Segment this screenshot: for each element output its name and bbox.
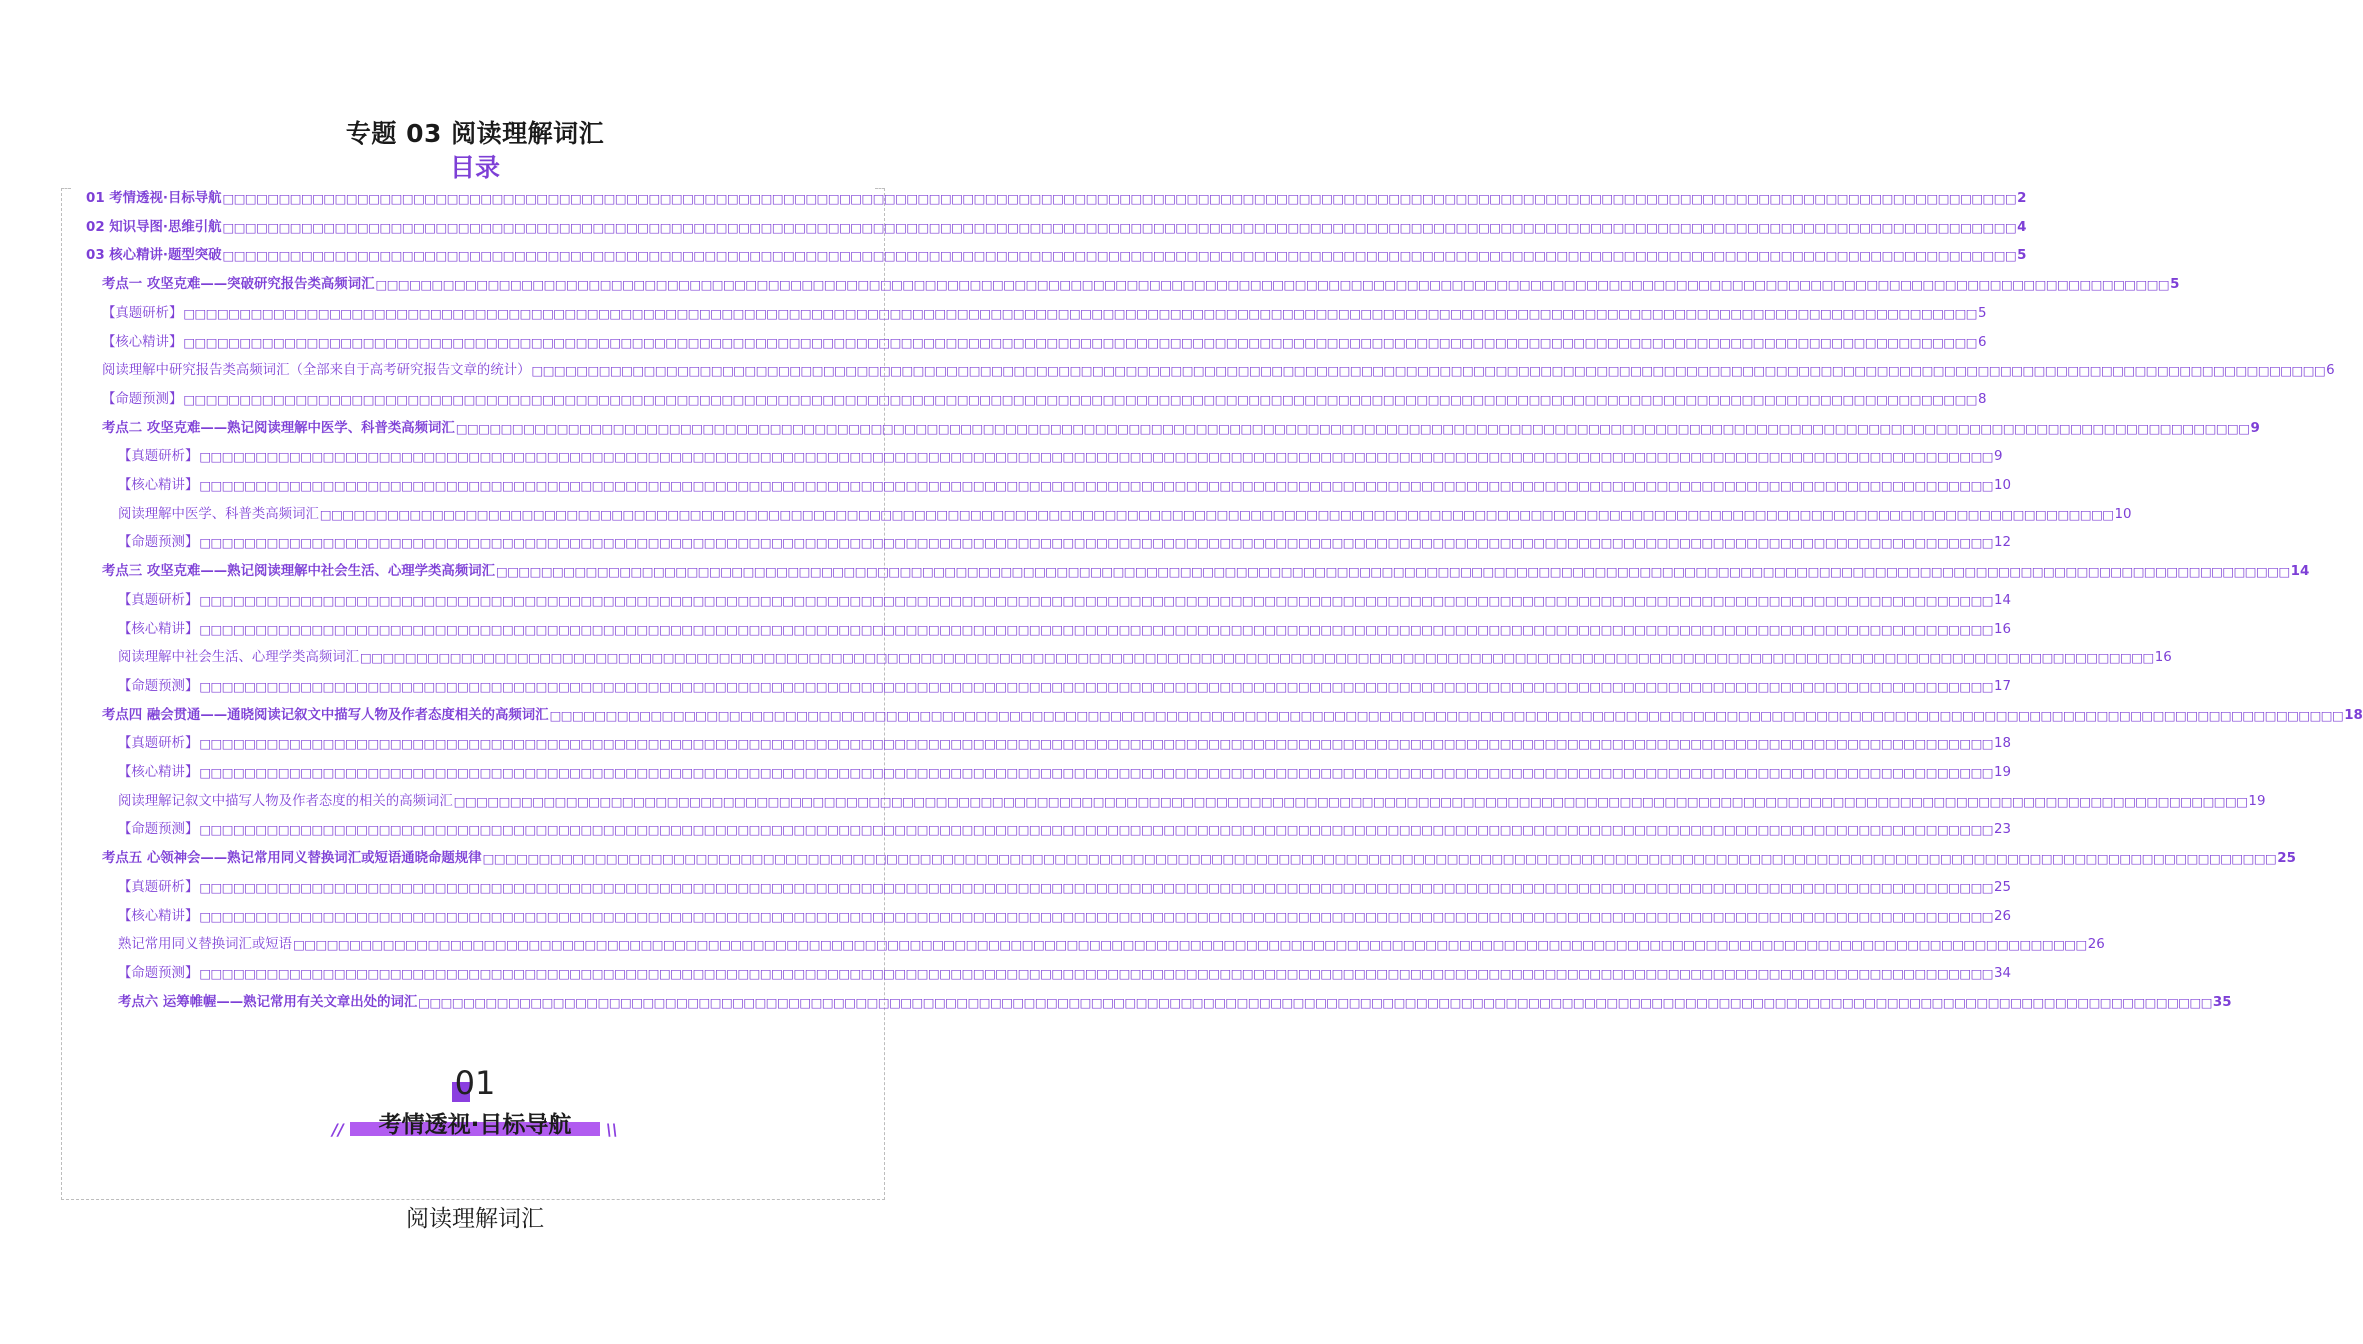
toc-entry-label: 【核心精讲】 xyxy=(118,621,199,637)
toc-entry[interactable] xyxy=(118,444,2003,470)
toc-leader-dots: □□□□□□□□□□□□□□□□□□□□□□□□□□□□□□□□□□□□□□□□□□□□□□□□□□□□□□□□□□□□□□□□□□□□□□□□□□□□□□□□□□□□□□□□□□□□□□□□□□□□□□□□□□□□□□□□□□□□□□□□□□□□□□□□□□□□□□□□□□□□□□□□□□□□□□□□□□□□□□□□ xyxy=(199,908,1993,924)
frame-corner-left xyxy=(61,188,71,189)
toc-leader-dots: □□□□□□□□□□□□□□□□□□□□□□□□□□□□□□□□□□□□□□□□□□□□□□□□□□□□□□□□□□□□□□□□□□□□□□□□□□□□□□□□□□□□□□□□□□□□□□□□□□□□□□□□□□□□□□□□□□□□□□□□□□□□□□□□□□□□□□□□□□□□□□□□□□□□□□□□□□□□□□□□ xyxy=(183,305,1977,321)
toc-entry[interactable] xyxy=(118,502,2132,528)
toc-leader-dots: □□□□□□□□□□□□□□□□□□□□□□□□□□□□□□□□□□□□□□□□□□□□□□□□□□□□□□□□□□□□□□□□□□□□□□□□□□□□□□□□□□□□□□□□□□□□□□□□□□□□□□□□□□□□□□□□□□□□□□□□□□□□□□□□□□□□□□□□□□□□□□□□□□□□□□□□□□□□□□□□ xyxy=(199,449,1993,465)
toc-entry[interactable] xyxy=(118,904,2012,930)
toc-entry-page: 2 xyxy=(2017,191,2027,206)
toc-entry[interactable] xyxy=(102,330,1987,356)
toc-leader-dots: □□□□□□□□□□□□□□□□□□□□□□□□□□□□□□□□□□□□□□□□□□□□□□□□□□□□□□□□□□□□□□□□□□□□□□□□□□□□□□□□□□□□□□□□□□□□□□□□□□□□□□□□□□□□□□□□□□□□□□□□□□□□□□□□□□□□□□□□□□□□□□□□□□□□□□□□□□□□□□□□ xyxy=(222,191,2017,206)
toc-entry-label: 【核心精讲】 xyxy=(118,765,199,780)
toc-entry-page: 14 xyxy=(1994,592,2012,608)
toc-leader-dots: □□□□□□□□□□□□□□□□□□□□□□□□□□□□□□□□□□□□□□□□□□□□□□□□□□□□□□□□□□□□□□□□□□□□□□□□□□□□□□□□□□□□□□□□□□□□□□□□□□□□□□□□□□□□□□□□□□□□□□□□□□□□□□□□□□□□□□□□□□□□□□□□□□□□□□□□□□□□□□□□ xyxy=(319,506,2114,522)
toc-entry-label: 【真题研析】 xyxy=(118,736,199,752)
toc-leader-dots: □□□□□□□□□□□□□□□□□□□□□□□□□□□□□□□□□□□□□□□□□□□□□□□□□□□□□□□□□□□□□□□□□□□□□□□□□□□□□□□□□□□□□□□□□□□□□□□□□□□□□□□□□□□□□□□□□□□□□□□□□□□□□□□□□□□□□□□□□□□□□□□□□□□□□□□□□□□□□□□□ xyxy=(199,478,1993,493)
toc-entry-label: 阅读理解记叙文中描写人物及作者态度的相关的高频词汇 xyxy=(118,793,453,809)
toc-leader-dots: □□□□□□□□□□□□□□□□□□□□□□□□□□□□□□□□□□□□□□□□□□□□□□□□□□□□□□□□□□□□□□□□□□□□□□□□□□□□□□□□□□□□□□□□□□□□□□□□□□□□□□□□□□□□□□□□□□□□□□□□□□□□□□□□□□□□□□□□□□□□□□□□□□□□□□□□□□□□□□□□ xyxy=(183,391,1977,407)
toc-entry[interactable] xyxy=(102,703,2363,729)
toc-leader-dots: □□□□□□□□□□□□□□□□□□□□□□□□□□□□□□□□□□□□□□□□□□□□□□□□□□□□□□□□□□□□□□□□□□□□□□□□□□□□□□□□□□□□□□□□□□□□□□□□□□□□□□□□□□□□□□□□□□□□□□□□□□□□□□□□□□□□□□□□□□□□□□□□□□□□□□□□□□□□□□□□ xyxy=(482,851,2277,867)
toc-entry-page: 18 xyxy=(2344,707,2363,723)
toc-entry[interactable] xyxy=(118,789,2266,815)
toc-entry-page: 19 xyxy=(1994,765,2012,780)
toc-entry[interactable] xyxy=(86,186,2027,212)
toc-leader-dots: □□□□□□□□□□□□□□□□□□□□□□□□□□□□□□□□□□□□□□□□□□□□□□□□□□□□□□□□□□□□□□□□□□□□□□□□□□□□□□□□□□□□□□□□□□□□□□□□□□□□□□□□□□□□□□□□□□□□□□□□□□□□□□□□□□□□□□□□□□□□□□□□□□□□□□□□□□□□□□□□ xyxy=(199,965,1993,981)
toc-entry-page: 25 xyxy=(2277,851,2296,867)
toc-entry-page: 19 xyxy=(2248,793,2266,809)
toc-entry[interactable] xyxy=(102,272,2180,298)
toc-entry[interactable] xyxy=(118,530,2012,556)
toc-entry[interactable] xyxy=(118,731,2012,757)
toc-entry-page: 6 xyxy=(2326,363,2335,379)
toc-entry[interactable] xyxy=(102,301,1987,327)
toc-entry-page: 5 xyxy=(2017,248,2027,264)
toc-leader-dots: □□□□□□□□□□□□□□□□□□□□□□□□□□□□□□□□□□□□□□□□□□□□□□□□□□□□□□□□□□□□□□□□□□□□□□□□□□□□□□□□□□□□□□□□□□□□□□□□□□□□□□□□□□□□□□□□□□□□□□□□□□□□□□□□□□□□□□□□□□□□□□□□□□□□□□□□□□□□□□□□ xyxy=(199,822,1993,838)
toc-entry-label: 阅读理解中社会生活、心理学类高频词汇 xyxy=(118,650,360,666)
toc-entry-label: 【命题预测】 xyxy=(118,535,199,551)
toc-entry-page: 26 xyxy=(1994,908,2012,924)
toc-entry[interactable] xyxy=(86,243,2027,269)
toc-leader-dots: □□□□□□□□□□□□□□□□□□□□□□□□□□□□□□□□□□□□□□□□□□□□□□□□□□□□□□□□□□□□□□□□□□□□□□□□□□□□□□□□□□□□□□□□□□□□□□□□□□□□□□□□□□□□□□□□□□□□□□□□□□□□□□□□□□□□□□□□□□□□□□□□□□□□□□□□□□□□□□□□ xyxy=(199,621,1993,637)
toc-leader-dots: □□□□□□□□□□□□□□□□□□□□□□□□□□□□□□□□□□□□□□□□□□□□□□□□□□□□□□□□□□□□□□□□□□□□□□□□□□□□□□□□□□□□□□□□□□□□□□□□□□□□□□□□□□□□□□□□□□□□□□□□□□□□□□□□□□□□□□□□□□□□□□□□□□□□□□□□□□□□□□□□ xyxy=(531,363,2326,379)
toc-leader-dots: □□□□□□□□□□□□□□□□□□□□□□□□□□□□□□□□□□□□□□□□□□□□□□□□□□□□□□□□□□□□□□□□□□□□□□□□□□□□□□□□□□□□□□□□□□□□□□□□□□□□□□□□□□□□□□□□□□□□□□□□□□□□□□□□□□□□□□□□□□□□□□□□□□□□□□□□□□□□□□□□ xyxy=(222,248,2017,264)
section-number: 01 xyxy=(454,1064,496,1102)
toc-entry-label: 【核心精讲】 xyxy=(118,908,199,924)
toc-entry-label: 02 知识导图·思维引航 xyxy=(86,219,222,235)
toc-entry-page: 9 xyxy=(2250,420,2260,436)
toc-entry-page: 16 xyxy=(2154,650,2172,666)
toc-entry-page: 34 xyxy=(1994,965,2012,981)
toc-entry-label: 【命题预测】 xyxy=(118,965,199,981)
toc-entry-page: 12 xyxy=(1994,535,2012,551)
toc-leader-dots: □□□□□□□□□□□□□□□□□□□□□□□□□□□□□□□□□□□□□□□□□□□□□□□□□□□□□□□□□□□□□□□□□□□□□□□□□□□□□□□□□□□□□□□□□□□□□□□□□□□□□□□□□□□□□□□□□□□□□□□□□□□□□□□□□□□□□□□□□□□□□□□□□□□□□□□□□□□□□□□□ xyxy=(199,879,1993,895)
footer-title: 阅读理解词汇 xyxy=(406,1206,544,1232)
toc-leader-dots: □□□□□□□□□□□□□□□□□□□□□□□□□□□□□□□□□□□□□□□□□□□□□□□□□□□□□□□□□□□□□□□□□□□□□□□□□□□□□□□□□□□□□□□□□□□□□□□□□□□□□□□□□□□□□□□□□□□□□□□□□□□□□□□□□□□□□□□□□□□□□□□□□□□□□□□□□□□□□□□□ xyxy=(199,765,1993,780)
toc-entry-label: 01 考情透视·目标导航 xyxy=(86,191,222,206)
toc-entry[interactable] xyxy=(118,473,2012,499)
toc-heading: 目录 xyxy=(449,153,500,182)
toc-entry[interactable] xyxy=(118,760,2012,786)
toc-leader-dots: □□□□□□□□□□□□□□□□□□□□□□□□□□□□□□□□□□□□□□□□□□□□□□□□□□□□□□□□□□□□□□□□□□□□□□□□□□□□□□□□□□□□□□□□□□□□□□□□□□□□□□□□□□□□□□□□□□□□□□□□□□□□□□□□□□□□□□□□□□□□□□□□□□□□□□□□□□□□□□□□ xyxy=(453,793,2248,809)
toc-entry-label: 考点五 心领神会——熟记常用同义替换词汇或短语通晓命题规律 xyxy=(102,851,482,867)
toc-leader-dots: □□□□□□□□□□□□□□□□□□□□□□□□□□□□□□□□□□□□□□□□□□□□□□□□□□□□□□□□□□□□□□□□□□□□□□□□□□□□□□□□□□□□□□□□□□□□□□□□□□□□□□□□□□□□□□□□□□□□□□□□□□□□□□□□□□□□□□□□□□□□□□□□□□□□□□□□□□□□□□□□ xyxy=(375,277,2170,293)
toc-entry[interactable] xyxy=(86,215,2027,241)
toc-leader-dots: □□□□□□□□□□□□□□□□□□□□□□□□□□□□□□□□□□□□□□□□□□□□□□□□□□□□□□□□□□□□□□□□□□□□□□□□□□□□□□□□□□□□□□□□□□□□□□□□□□□□□□□□□□□□□□□□□□□□□□□□□□□□□□□□□□□□□□□□□□□□□□□□□□□□□□□□□□□□□□□□ xyxy=(199,678,1993,694)
section-banner xyxy=(330,1062,620,1152)
toc-entry-page: 16 xyxy=(1994,621,2012,637)
toc-leader-dots: □□□□□□□□□□□□□□□□□□□□□□□□□□□□□□□□□□□□□□□□□□□□□□□□□□□□□□□□□□□□□□□□□□□□□□□□□□□□□□□□□□□□□□□□□□□□□□□□□□□□□□□□□□□□□□□□□□□□□□□□□□□□□□□□□□□□□□□□□□□□□□□□□□□□□□□□□□□□□□□□ xyxy=(455,420,2250,436)
toc-entry-page: 9 xyxy=(1994,449,2003,465)
toc-entry-page: 10 xyxy=(1994,478,2012,493)
toc-leader-dots: □□□□□□□□□□□□□□□□□□□□□□□□□□□□□□□□□□□□□□□□□□□□□□□□□□□□□□□□□□□□□□□□□□□□□□□□□□□□□□□□□□□□□□□□□□□□□□□□□□□□□□□□□□□□□□□□□□□□□□□□□□□□□□□□□□□□□□□□□□□□□□□□□□□□□□□□□□□□□□□□ xyxy=(199,535,1993,551)
toc-entry-label: 阅读理解中研究报告类高频词汇（全部来自于高考研究报告文章的统计） xyxy=(102,363,531,379)
slash-decoration-left: // xyxy=(332,1120,344,1139)
toc-entry-label: 考点三 攻坚克难——熟记阅读理解中社会生活、心理学类高频词汇 xyxy=(102,564,495,580)
toc-leader-dots: □□□□□□□□□□□□□□□□□□□□□□□□□□□□□□□□□□□□□□□□□□□□□□□□□□□□□□□□□□□□□□□□□□□□□□□□□□□□□□□□□□□□□□□□□□□□□□□□□□□□□□□□□□□□□□□□□□□□□□□□□□□□□□□□□□□□□□□□□□□□□□□□□□□□□□□□□□□□□□□□ xyxy=(418,994,2212,1010)
toc-entry-page: 18 xyxy=(1994,736,2012,752)
toc-entry-page: 5 xyxy=(1978,305,1987,321)
toc-leader-dots: □□□□□□□□□□□□□□□□□□□□□□□□□□□□□□□□□□□□□□□□□□□□□□□□□□□□□□□□□□□□□□□□□□□□□□□□□□□□□□□□□□□□□□□□□□□□□□□□□□□□□□□□□□□□□□□□□□□□□□□□□□□□□□□□□□□□□□□□□□□□□□□□□□□□□□□□□□□□□□□□ xyxy=(549,707,2344,723)
toc-leader-dots: □□□□□□□□□□□□□□□□□□□□□□□□□□□□□□□□□□□□□□□□□□□□□□□□□□□□□□□□□□□□□□□□□□□□□□□□□□□□□□□□□□□□□□□□□□□□□□□□□□□□□□□□□□□□□□□□□□□□□□□□□□□□□□□□□□□□□□□□□□□□□□□□□□□□□□□□□□□□□□□□ xyxy=(496,564,2290,580)
page-title: 专题 03 阅读理解词汇 xyxy=(345,119,605,148)
toc-entry[interactable] xyxy=(118,990,2232,1016)
toc-entry-page: 25 xyxy=(1994,879,2012,895)
slash-decoration-right: \\ xyxy=(606,1120,618,1139)
toc-leader-dots: □□□□□□□□□□□□□□□□□□□□□□□□□□□□□□□□□□□□□□□□□□□□□□□□□□□□□□□□□□□□□□□□□□□□□□□□□□□□□□□□□□□□□□□□□□□□□□□□□□□□□□□□□□□□□□□□□□□□□□□□□□□□□□□□□□□□□□□□□□□□□□□□□□□□□□□□□□□□□□□□ xyxy=(199,592,1993,608)
toc-entry-page: 17 xyxy=(1994,678,2012,694)
toc-entry-page: 35 xyxy=(2212,994,2232,1010)
toc-entry-label: 阅读理解中医学、科普类高频词汇 xyxy=(118,506,319,522)
toc-entry[interactable] xyxy=(102,846,2296,872)
toc-entry[interactable] xyxy=(102,358,2335,384)
toc-entry-label: 熟记常用同义替换词汇或短语 xyxy=(118,937,293,953)
toc-entry[interactable] xyxy=(102,416,2260,442)
toc-entry[interactable] xyxy=(118,645,2172,671)
toc-entry-label: 【真题研析】 xyxy=(118,592,199,608)
toc-leader-dots: □□□□□□□□□□□□□□□□□□□□□□□□□□□□□□□□□□□□□□□□□□□□□□□□□□□□□□□□□□□□□□□□□□□□□□□□□□□□□□□□□□□□□□□□□□□□□□□□□□□□□□□□□□□□□□□□□□□□□□□□□□□□□□□□□□□□□□□□□□□□□□□□□□□□□□□□□□□□□□□□ xyxy=(183,334,1977,350)
toc-entry-label: 【核心精讲】 xyxy=(102,334,183,350)
toc-entry[interactable] xyxy=(118,961,2012,987)
toc-entry[interactable] xyxy=(118,617,2012,643)
toc-entry-label: 【核心精讲】 xyxy=(118,478,199,493)
toc-entry[interactable] xyxy=(118,588,2012,614)
toc-entry-label: 考点二 攻坚克难——熟记阅读理解中医学、科普类高频词汇 xyxy=(102,420,455,436)
section-title: 考情透视·目标导航 xyxy=(378,1112,572,1138)
toc-entry-label: 【真题研析】 xyxy=(102,305,183,321)
toc-entry-page: 23 xyxy=(1994,822,2012,838)
toc-entry[interactable] xyxy=(118,875,2012,901)
toc-leader-dots: □□□□□□□□□□□□□□□□□□□□□□□□□□□□□□□□□□□□□□□□□□□□□□□□□□□□□□□□□□□□□□□□□□□□□□□□□□□□□□□□□□□□□□□□□□□□□□□□□□□□□□□□□□□□□□□□□□□□□□□□□□□□□□□□□□□□□□□□□□□□□□□□□□□□□□□□□□□□□□□□ xyxy=(293,937,2087,953)
toc-entry-label: 03 核心精讲·题型突破 xyxy=(86,248,222,264)
toc-entry[interactable] xyxy=(102,387,1987,413)
toc-entry-label: 【真题研析】 xyxy=(118,449,199,465)
toc-entry-page: 4 xyxy=(2017,219,2027,235)
toc-entry-label: 【命题预测】 xyxy=(118,678,199,694)
toc-entry-label: 考点一 攻坚克难——突破研究报告类高频词汇 xyxy=(102,277,375,293)
toc-entry-label: 考点六 运筹帷幄——熟记常用有关文章出处的词汇 xyxy=(118,994,418,1010)
toc-entry-label: 【命题预测】 xyxy=(102,391,183,407)
toc-entry-page: 10 xyxy=(2114,506,2132,522)
toc-entry-page: 5 xyxy=(2170,277,2180,293)
toc-leader-dots: □□□□□□□□□□□□□□□□□□□□□□□□□□□□□□□□□□□□□□□□□□□□□□□□□□□□□□□□□□□□□□□□□□□□□□□□□□□□□□□□□□□□□□□□□□□□□□□□□□□□□□□□□□□□□□□□□□□□□□□□□□□□□□□□□□□□□□□□□□□□□□□□□□□□□□□□□□□□□□□□ xyxy=(199,736,1993,752)
toc-leader-dots: □□□□□□□□□□□□□□□□□□□□□□□□□□□□□□□□□□□□□□□□□□□□□□□□□□□□□□□□□□□□□□□□□□□□□□□□□□□□□□□□□□□□□□□□□□□□□□□□□□□□□□□□□□□□□□□□□□□□□□□□□□□□□□□□□□□□□□□□□□□□□□□□□□□□□□□□□□□□□□□□ xyxy=(360,650,2154,666)
toc-entry-page: 14 xyxy=(2290,564,2310,580)
toc-entry-label: 【命题预测】 xyxy=(118,822,199,838)
toc-entry-page: 6 xyxy=(1978,334,1987,350)
toc-entry-page: 26 xyxy=(2087,937,2105,953)
toc-entry[interactable] xyxy=(118,932,2105,958)
toc-entry[interactable] xyxy=(118,817,2012,843)
toc-entry[interactable] xyxy=(118,674,2012,700)
toc-entry[interactable] xyxy=(102,559,2310,585)
toc-entry-label: 考点四 融会贯通——通晓阅读记叙文中描写人物及作者态度相关的高频词汇 xyxy=(102,707,549,723)
toc-leader-dots: □□□□□□□□□□□□□□□□□□□□□□□□□□□□□□□□□□□□□□□□□□□□□□□□□□□□□□□□□□□□□□□□□□□□□□□□□□□□□□□□□□□□□□□□□□□□□□□□□□□□□□□□□□□□□□□□□□□□□□□□□□□□□□□□□□□□□□□□□□□□□□□□□□□□□□□□□□□□□□□□ xyxy=(222,219,2017,235)
toc-entry-label: 【真题研析】 xyxy=(118,879,199,895)
toc-entry-page: 8 xyxy=(1978,391,1987,407)
